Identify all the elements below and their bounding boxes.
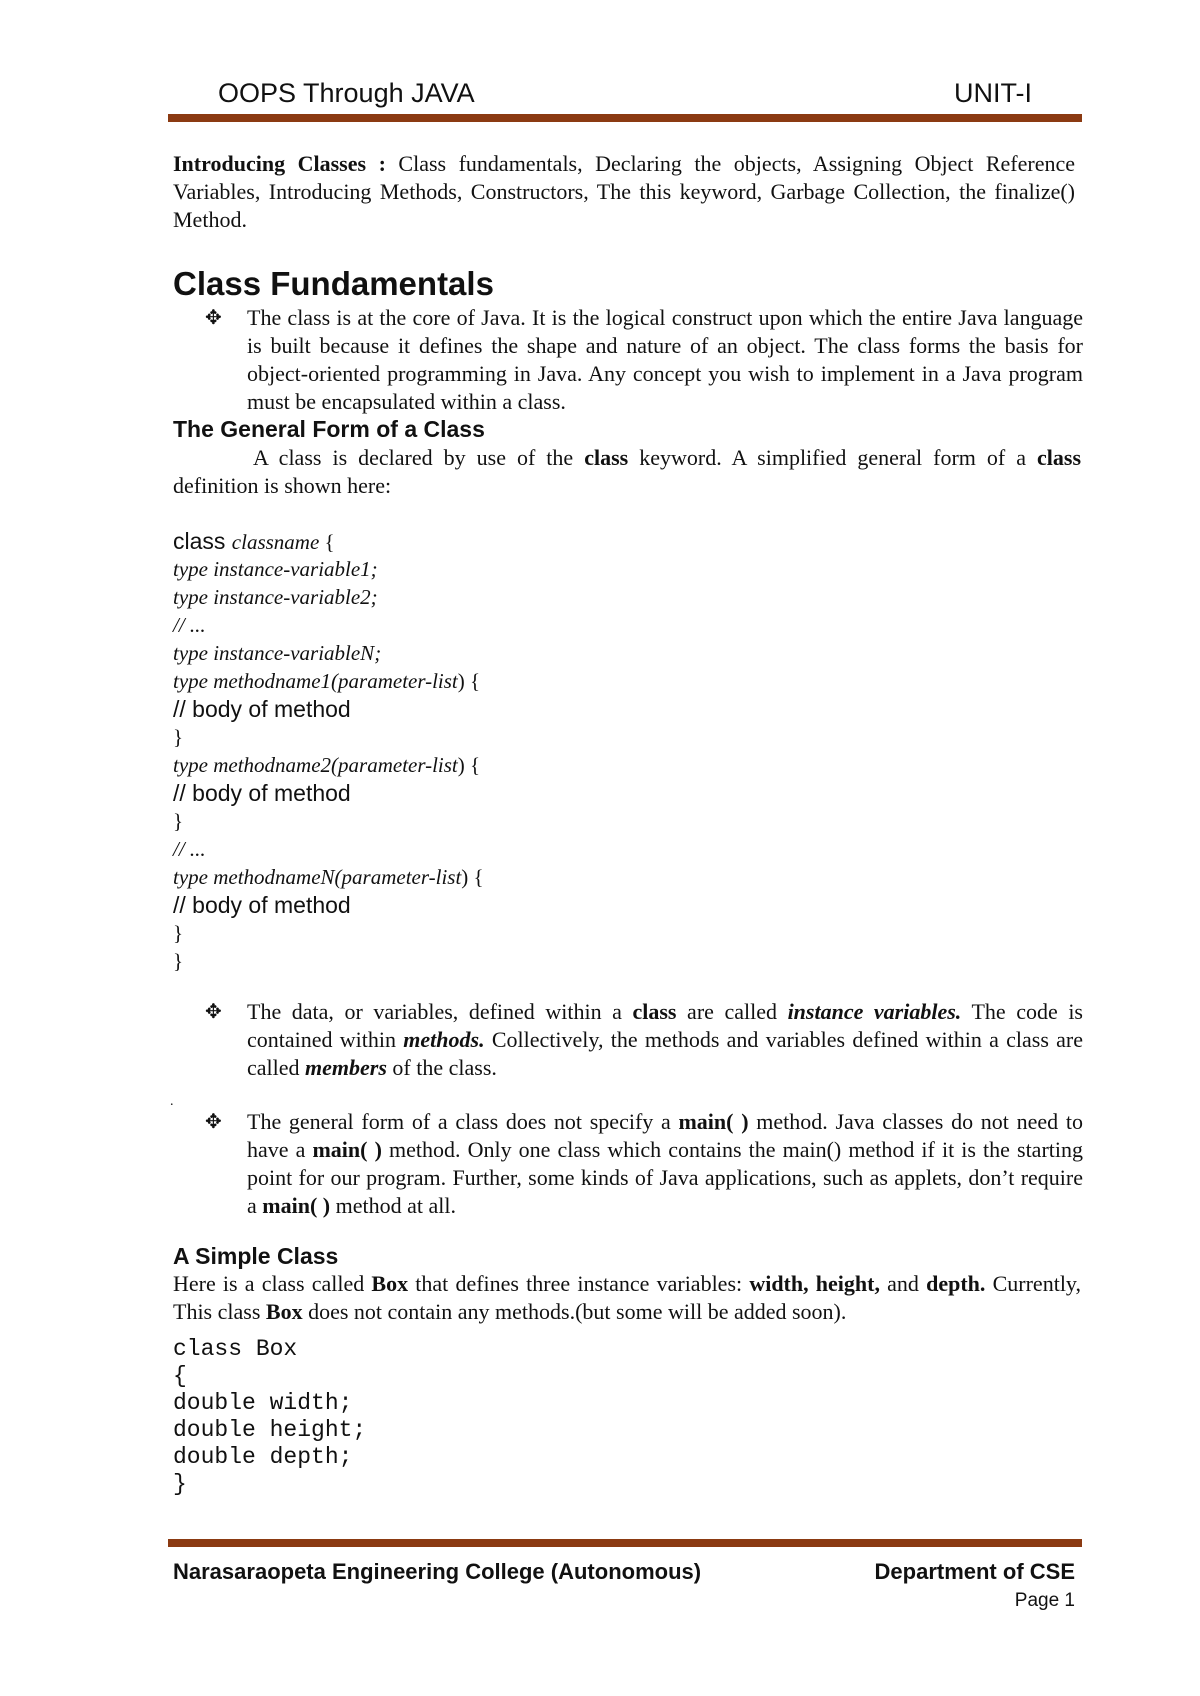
code-line: double depth; <box>173 1444 353 1470</box>
code-token: class <box>173 528 232 554</box>
code-token: ) { <box>461 865 484 889</box>
diamond-star-bullet-icon: ✥ <box>205 307 222 329</box>
text-run: does not contain any methods.(but some will be added soon). <box>302 1299 847 1324</box>
bullet-text <box>247 998 1083 1082</box>
bullet-instance-variables <box>205 998 1083 1082</box>
text-run: Here is a class called <box>173 1271 372 1296</box>
code-line: // body of method <box>173 780 351 806</box>
text-run: and <box>879 1271 927 1296</box>
bullet-class-core <box>205 304 1083 416</box>
keyword-main: main( ) <box>312 1137 382 1162</box>
code-line <box>173 863 484 891</box>
subheading-simple-class: A Simple Class <box>173 1243 339 1269</box>
term-methods: methods. <box>403 1027 485 1052</box>
simple-class-paragraph <box>173 1270 1081 1326</box>
page-header <box>168 74 1080 118</box>
subheading-general-form: The General Form of a Class <box>173 416 485 442</box>
code-line: double height; <box>173 1417 367 1443</box>
footer-department: Department of CSE <box>874 1559 1075 1584</box>
code-token: type methodnameN( <box>173 865 342 889</box>
keyword-box: Box <box>371 1271 409 1296</box>
code-line: type instance-variable1; <box>173 557 378 581</box>
text-run: Currently, This class <box>173 1271 1081 1324</box>
code-token: parameter-list <box>338 669 458 693</box>
text-run: The general form of a class does not specify a <box>247 1109 679 1134</box>
code-token: { <box>319 530 335 554</box>
intro-text: Class fundamentals, Declaring the objects, Assigning Object Reference Variables, Introducing Methods, Constructors, The this keyword, Garbage Collection, the finalize() Method. <box>173 151 1075 232</box>
keyword-box: Box <box>265 1299 303 1324</box>
code-token: type methodname2( <box>173 753 339 777</box>
diamond-star-bullet-icon: ✥ <box>205 1111 222 1133</box>
intro-label: Introducing Classes : <box>173 151 386 176</box>
footer-college: Narasaraopeta Engineering College (Autonomous) <box>173 1559 702 1584</box>
bullet-text <box>247 1108 1083 1220</box>
text-run: Collectively, the methods and variables defined within a class are called <box>247 1027 1083 1080</box>
term-members: members <box>305 1055 387 1080</box>
code-line: } <box>173 1471 187 1497</box>
code-line: // ... <box>173 837 206 861</box>
header-unit: UNIT-I <box>954 78 1032 108</box>
diamond-star-bullet-icon: ✥ <box>205 1001 222 1023</box>
text-run: The code is contained within <box>247 999 1083 1052</box>
text-run: method. Java classes do not need to have a <box>247 1109 1083 1162</box>
code-line: class Box <box>173 1336 298 1362</box>
code-line: double width; <box>173 1390 353 1416</box>
code-line: } <box>173 921 184 945</box>
header-rule <box>168 114 1082 122</box>
text-run: keyword. A simplified general form of a <box>628 445 1037 470</box>
keyword-width-height: width, height, <box>749 1271 880 1296</box>
keyword-depth: depth. <box>926 1271 986 1296</box>
code-line <box>173 667 484 695</box>
general-form-paragraph <box>173 444 1081 500</box>
text-run: A class is declared by use of the <box>253 445 585 470</box>
text-run: definition is shown here: <box>173 473 392 498</box>
code-line: type instance-variableN; <box>173 641 382 665</box>
keyword-main: main( ) <box>262 1193 331 1218</box>
code-token: parameter-list <box>341 865 462 889</box>
stray-mark: . <box>170 1094 174 1109</box>
code-line: // ... <box>173 613 206 637</box>
code-token: ) { <box>457 669 481 693</box>
text-run: The data, or variables, defined within a <box>247 999 633 1024</box>
section-title-class-fundamentals: Class Fundamentals <box>173 265 494 302</box>
code-line <box>173 527 484 555</box>
code-token: parameter-list <box>338 753 458 777</box>
footer-rule <box>168 1539 1082 1547</box>
text-run: method at all. <box>330 1193 456 1218</box>
code-line <box>173 751 484 779</box>
code-line: } <box>173 725 184 749</box>
text-run: are called <box>676 999 788 1024</box>
code-token: ) { <box>457 753 481 777</box>
keyword-main: main( ) <box>678 1109 749 1134</box>
code-line: type instance-variable2; <box>173 585 378 609</box>
keyword-class: class <box>632 999 677 1024</box>
intro-paragraph <box>173 150 1075 234</box>
header-course-title: OOPS Through JAVA <box>218 78 475 108</box>
text-run: that defines three instance variables: <box>408 1271 750 1296</box>
code-line: // body of method <box>173 696 351 722</box>
term-instance-variables: instance variables. <box>787 999 962 1024</box>
keyword-class: class <box>584 445 629 470</box>
keyword-class: class <box>1037 445 1081 470</box>
code-token: type methodname1( <box>173 669 339 693</box>
code-line: { <box>173 1363 187 1389</box>
bullet-main-method <box>205 1108 1083 1220</box>
bullet-text: The class is at the core of Java. It is the logical construct upon which the entire Java language is built because it defines the shape and nature of an object. The class forms the basis for object-oriented programming in Java. Any concept you wish to implement in a Java program must be encapsulated within a class. <box>247 305 1083 414</box>
code-line: // body of method <box>173 892 351 918</box>
general-form-code <box>173 527 484 975</box>
code-line: } <box>173 949 184 973</box>
text-run: of the class. <box>386 1055 497 1080</box>
box-class-code <box>173 1336 366 1498</box>
code-token: classname <box>231 530 320 554</box>
page-number: Page 1 <box>1014 1590 1075 1611</box>
code-line: } <box>173 809 184 833</box>
text-run: method. Only one class which contains the main() method if it is the starting point for our program. Further, some kinds of Java applications, such as applets, don’t require a <box>247 1137 1084 1218</box>
